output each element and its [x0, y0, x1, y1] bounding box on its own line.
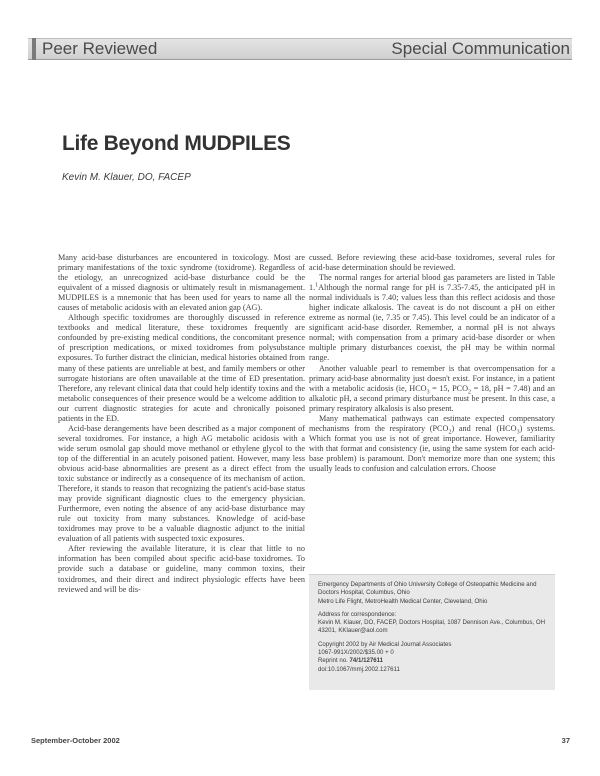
paragraph — [309, 273, 555, 363]
reprint-number: 74/1/127611 — [349, 657, 384, 665]
subscript: 3 — [516, 429, 520, 436]
paragraph: cussed. Before reviewing these acid-base toxidromes, several rules for acid-base determination should be reviewed. — [309, 253, 555, 273]
text-run: Although the normal range for pH is 7.35-7.45, the anticipated pH in normal individuals is 7.40; values less than this reflect acidosis and those higher indicate alkalosis. The caveat is do not discount a pH on either extreme as normal (ie, 7.35 or 7.45). This level could be an indicator of a significant acid-base disorder. Remember, a normal pH is not always normal; with compensation from a primary acid-base disorder or when multiple primary disturbances coexist, the pH may be within normal range. — [309, 283, 555, 363]
paragraph — [309, 414, 555, 474]
text-run: = 15, PCO — [429, 383, 469, 393]
reprint-label: Reprint no. — [318, 657, 348, 665]
article-title: Life Beyond MUDPILES — [62, 132, 291, 155]
text-run: The normal ranges for arterial blood gas parameters are listed in Table 1. — [309, 273, 555, 293]
affiliation: Metro Life Flight, MetroHealth Medical Center, Cleveland, Ohio — [318, 597, 488, 605]
text-run: Another valuable pearl to remember is that overcompensation for a primary acid-base abnormality just doesn't exist. For instance, in a patient with a metabolic acidosis (ie, HCO — [309, 363, 555, 393]
paragraph: After reviewing the available literature, it is clear that little to no information has been compiled about specific acid-base toxidromes. To provide such a database or guideline, many common toxins, their toxidromes, and their direct and indirect physiologic effects have been reviewed and will be dis- — [58, 544, 305, 594]
body-column-left — [58, 253, 305, 595]
subscript: 2 — [468, 389, 472, 396]
citation-superscript: 1 — [315, 282, 319, 289]
section-label-special-communication: Special Communication — [391, 39, 570, 58]
article-author: Kevin M. Klauer, DO, FACEP — [62, 172, 191, 183]
footer-issue: September-October 2002 — [31, 736, 120, 745]
paragraph — [309, 364, 555, 414]
affiliation: Emergency Departments of Ohio University College of Osteopathic Medicine and Doctors Hospital, Columbus, Ohio — [318, 581, 537, 597]
text-run: Many mathematical pathways can estimate expected compensatory mechanisms from the respiratory (PCO — [309, 413, 555, 433]
text-run: ) and renal (HCO — [451, 423, 517, 433]
doi: doi:10.1067/mmj.2002.127611 — [318, 665, 400, 673]
subscript: 3 — [426, 389, 430, 396]
correspondence-label: Address for correspondence: — [318, 610, 397, 618]
section-label-peer-reviewed: Peer Reviewed — [32, 38, 157, 60]
issn: 1067-991X/2002/$35.00 + 0 — [318, 649, 394, 657]
paragraph: Acid-base derangements have been described as a major component of several toxidromes. For instance, a high AG metabolic acidosis with a wide serum osmolal gap should move methanol or ethylene glycol to the top of the differential in an acutely poisoned patient. However, many less obvious acid-base abnormalities are present as a direct effect from the toxic substance or indirectly as a consequence of its mechanism of action. Therefore, it stands to reason that recognizing the patient's acid-base status may provide significant diagnostic clues to the emergency physician. Furthermore, even noting the absence of any acid-base disturbance may rule out toxicity from many substances. Knowledge of acid-base toxidromes may prove to be a valuable diagnostic adjunct to the initial evaluation of all patients with suspected toxic exposures. — [58, 423, 305, 544]
copyright: Copyright 2002 by Air Medical Journal Associates — [318, 640, 452, 648]
paragraph: Although specific toxidromes are thoroughly discussed in reference textbooks and medical literature, these toxidromes frequently are confounded by pre-existing medical conditions, the concomitant presence of prescription medications, or mixed toxidromes from polysubstance exposures. To further distract the clinician, medical histories obtained from many of these patients are unreliable at best, and family members or other surrogate historians are often unavailable at the time of ED presentation. Therefore, any relevant clinical data that could help identify toxins and the metabolic consequences of their presence would be a welcome addition to our current diagnostic strategies for acute and chronically poisoned patients in the ED. — [58, 313, 305, 423]
body-column-right — [309, 253, 555, 474]
reprint — [318, 657, 549, 665]
paragraph: Many acid-base disturbances are encountered in toxicology. Most are primary manifestations of the toxic syndrome (toxidrome). Regardless of the etiology, an unrecognized acid-base disturbance could be the equivalent of a missed diagnosis or ultimately result in mismanagement. MUDPILES is a mnemonic that has been used for years to name all the causes of metabolic acidosis with an elevated anion gap (AG). — [58, 253, 305, 313]
subscript: 2 — [448, 429, 452, 436]
correspondence-text: Kevin M. Klauer, DO, FACEP, Doctors Hospital, 1087 Dennison Ave., Columbus, OH 43201, KKlauer@aol.com — [318, 619, 546, 635]
text-run: ) systems. Which format you use is not of great importance. However, familiarity with that format and consistency (ie, using the same system for each acid-base problem) is paramount. Don't memorize more than one system; this usually leads to confusion and calculation errors. Choose — [309, 423, 555, 473]
article-info-box — [309, 574, 555, 690]
text-run: = 18, pH = 7.48) and an alkalotic pH, a second primary disturbance must be present. In this case, a primary respiratory alkalosis is also present. — [309, 383, 555, 413]
page-number: 37 — [561, 736, 570, 745]
